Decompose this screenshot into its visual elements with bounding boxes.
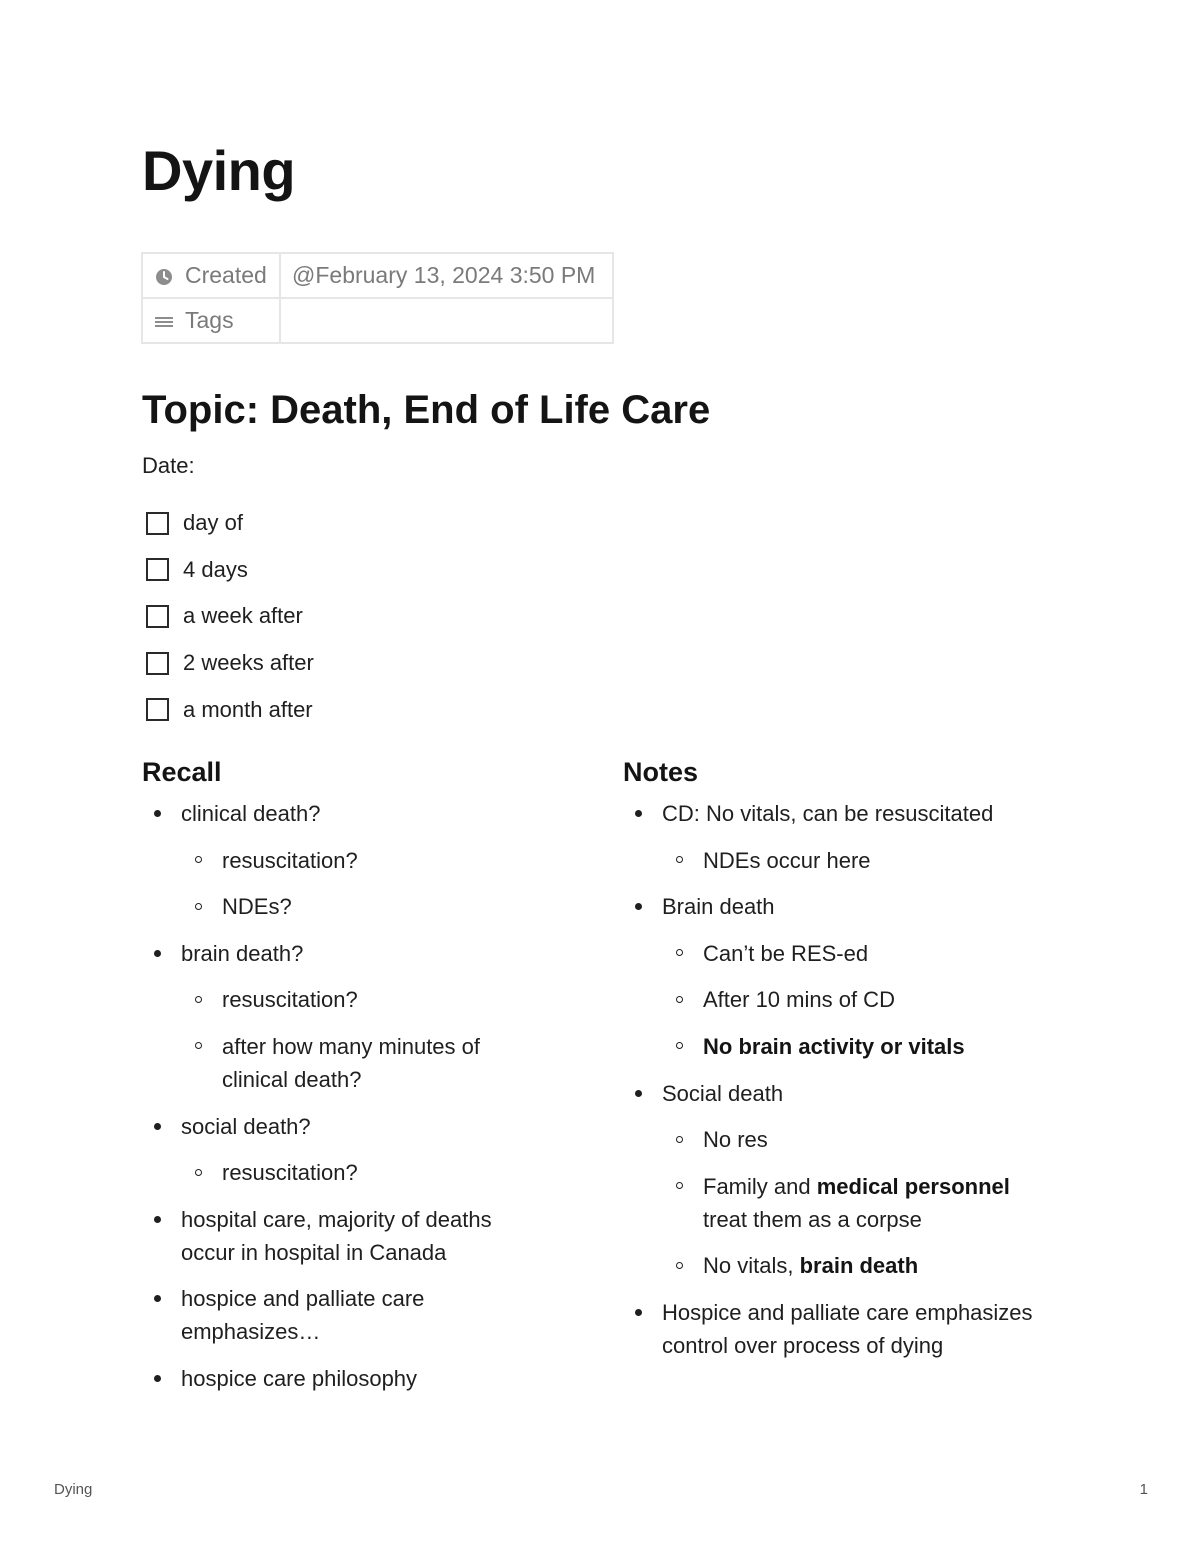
- todo-list: [146, 500, 314, 733]
- property-value-tags[interactable]: [280, 298, 613, 343]
- clock-icon: [153, 265, 175, 287]
- bold-text: medical personnel: [816, 1173, 1010, 1199]
- property-row-created: [142, 253, 613, 298]
- todo-item: [146, 640, 314, 687]
- todo-label: a month after: [183, 696, 313, 722]
- todo-checkbox[interactable]: [146, 652, 169, 675]
- property-value-created[interactable]: @February 13, 2024 3:50 PM: [280, 253, 613, 298]
- sub-list-item: [662, 1030, 1043, 1063]
- list-item: Brain death Can’t be RES-ed After 10 mins of CD No brain activity or vitals: [623, 890, 1043, 1063]
- todo-label: day of: [183, 510, 243, 536]
- property-row-tags: [142, 298, 613, 343]
- list-item: hospice and palliate care emphasizes…: [142, 1282, 562, 1348]
- sub-list-item: resuscitation?: [181, 1156, 562, 1189]
- sub-list-item: Can’t be RES-ed: [662, 937, 1043, 970]
- todo-label: 4 days: [183, 556, 248, 582]
- sub-list-item: after how many minutes of clinical death?: [181, 1030, 562, 1096]
- notes-heading: Notes: [623, 757, 699, 787]
- todo-item: [146, 593, 314, 640]
- topic-heading: Topic: Death, End of Life Care: [142, 388, 711, 432]
- page-title: Dying: [142, 139, 296, 202]
- recall-list: [142, 797, 562, 1395]
- todo-checkbox[interactable]: [146, 512, 169, 535]
- property-key-tags: Tags: [185, 307, 234, 333]
- properties-table: [141, 252, 614, 344]
- notes-column: [623, 757, 1043, 1376]
- todo-checkbox[interactable]: [146, 698, 169, 721]
- list-icon: [153, 310, 175, 332]
- list-item: social death? resuscitation?: [142, 1110, 562, 1190]
- todo-checkbox[interactable]: [146, 605, 169, 628]
- todo-item: [146, 500, 314, 547]
- list-item: brain death? resuscitation? after how many minutes of clinical death?: [142, 937, 562, 1096]
- todo-item: [146, 547, 314, 594]
- bold-text: No brain activity or vitals: [703, 1033, 965, 1059]
- sub-list-item: No res: [662, 1123, 1043, 1156]
- list-item: hospice care philosophy: [142, 1362, 562, 1395]
- sub-list-item: No vitals, brain death: [662, 1249, 1043, 1282]
- todo-label: 2 weeks after: [183, 650, 314, 676]
- bold-text: brain death: [799, 1253, 919, 1279]
- recall-heading: Recall: [142, 757, 222, 787]
- recall-column: [142, 757, 562, 1409]
- sub-list-item: resuscitation?: [181, 983, 562, 1016]
- notes-list: [623, 797, 1043, 1362]
- sub-list-item: After 10 mins of CD: [662, 983, 1043, 1016]
- footer-title: Dying: [54, 1481, 93, 1498]
- sub-list-item: NDEs?: [181, 890, 562, 923]
- sub-list-item: Family and medical personnel treat them as a corpse: [662, 1170, 1043, 1236]
- page-number: 1: [1139, 1481, 1148, 1498]
- sub-list-item: resuscitation?: [181, 844, 562, 877]
- date-label: Date:: [142, 453, 195, 478]
- list-item: clinical death? resuscitation? NDEs?: [142, 797, 562, 923]
- todo-checkbox[interactable]: [146, 558, 169, 581]
- list-item: CD: No vitals, can be resuscitated NDEs occur here: [623, 797, 1043, 877]
- sub-list-item: NDEs occur here: [662, 844, 1043, 877]
- todo-item: [146, 686, 314, 733]
- property-key-created: Created: [185, 262, 267, 288]
- list-item: Social death No res Family and medical personnel treat them as a corpse No vitals, brain death: [623, 1077, 1043, 1283]
- todo-label: a week after: [183, 603, 303, 629]
- list-item: hospital care, majority of deaths occur in hospital in Canada: [142, 1203, 562, 1269]
- list-item: Hospice and palliate care emphasizes control over process of dying: [623, 1296, 1043, 1362]
